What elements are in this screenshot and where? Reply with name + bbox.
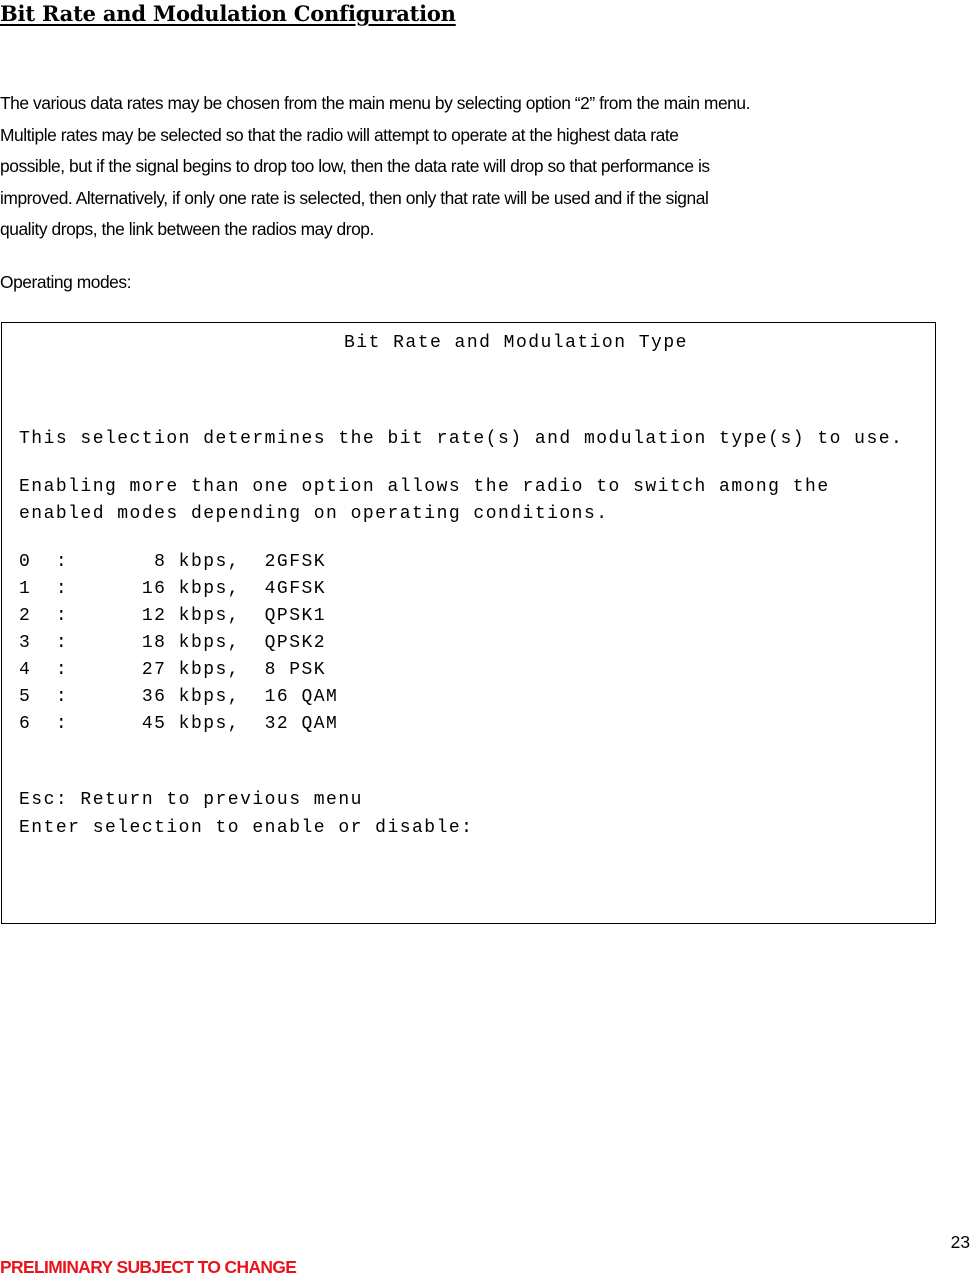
selection-prompt[interactable]: Enter selection to enable or disable:: [19, 818, 474, 838]
menu-option-2[interactable]: 2 : 12 kbps, QPSK1: [19, 606, 327, 626]
preliminary-notice: PRELIMINARY SUBJECT TO CHANGE: [0, 1257, 297, 1277]
intro-line: The various data rates may be chosen from the main menu by selecting option “2” from the main menu.: [0, 93, 751, 113]
terminal-enabling-line: Enabling more than one option allows the radio to switch among the: [19, 477, 830, 497]
intro-line: Multiple rates may be selected so that the radio will attempt to operate at the highest data rate: [0, 124, 679, 145]
terminal-description: This selection determines the bit rate(s) and modulation type(s) to use.: [19, 429, 904, 449]
menu-option-4[interactable]: 4 : 27 kbps, 8 PSK: [19, 660, 327, 680]
terminal-enabling-line: enabled modes depending on operating conditions.: [19, 504, 609, 524]
menu-option-6[interactable]: 6 : 45 kbps, 32 QAM: [19, 714, 339, 734]
esc-hint[interactable]: Esc: Return to previous menu: [19, 790, 363, 810]
terminal-screen: [1, 322, 936, 924]
intro-line: possible, but if the signal begins to drop too low, then the data rate will drop so that performance is: [0, 156, 710, 176]
menu-option-1[interactable]: 1 : 16 kbps, 4GFSK: [19, 579, 327, 599]
menu-option-3[interactable]: 3 : 18 kbps, QPSK2: [19, 633, 327, 653]
intro-paragraph: [0, 88, 974, 246]
terminal-title: Bit Rate and Modulation Type: [344, 333, 688, 353]
intro-line: improved. Alternatively, if only one rate is selected, then only that rate will be used and if the signal: [0, 187, 709, 208]
section-heading: Bit Rate and Modulation Configuration: [0, 1, 456, 26]
intro-line: quality drops, the link between the radios may drop.: [0, 219, 374, 239]
operating-modes-label: Operating modes:: [0, 272, 132, 292]
menu-option-0[interactable]: 0 : 8 kbps, 2GFSK: [19, 552, 327, 572]
menu-option-5[interactable]: 5 : 36 kbps, 16 QAM: [19, 687, 339, 707]
page-number: 23: [950, 1232, 970, 1252]
